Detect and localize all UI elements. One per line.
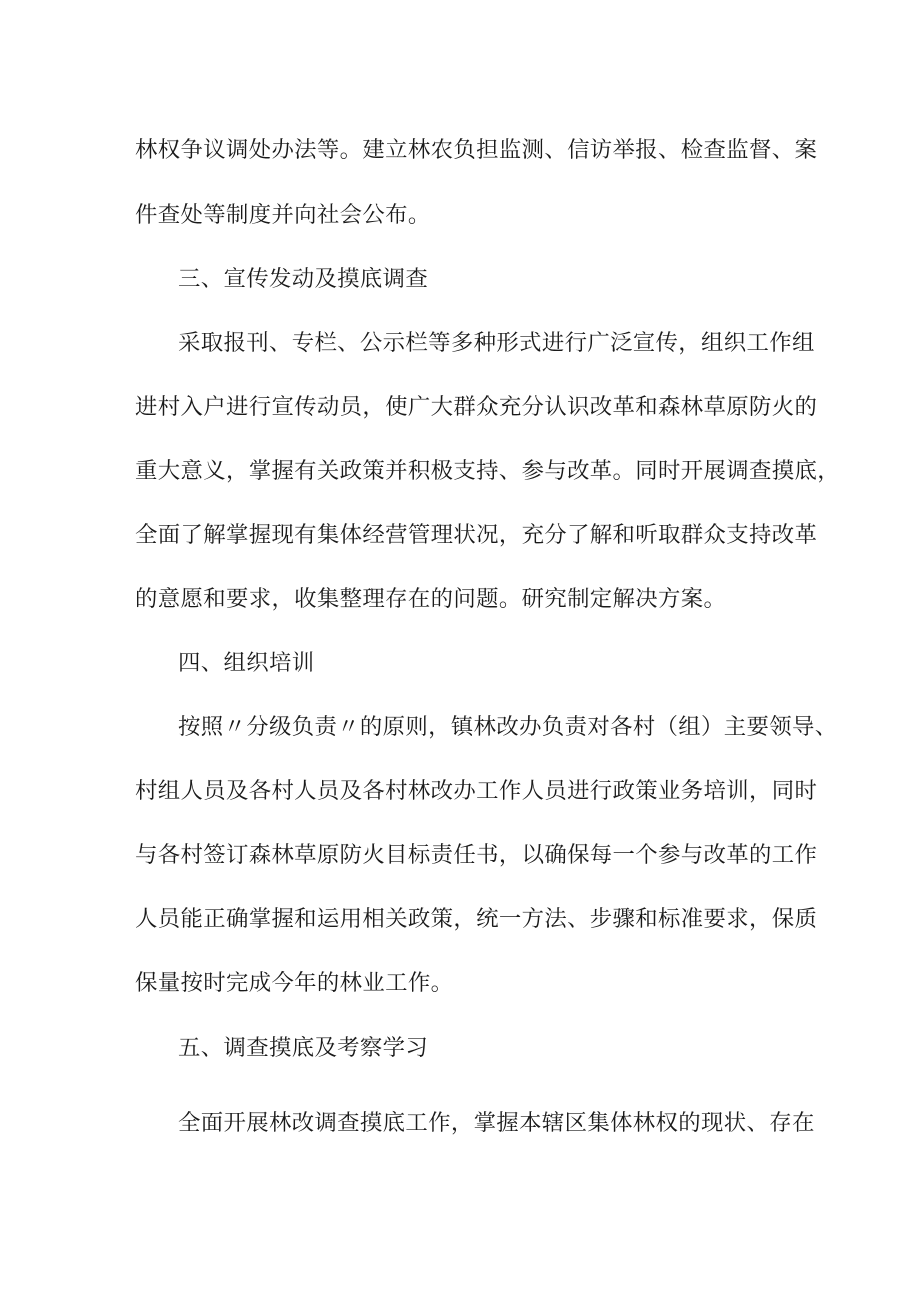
paragraph-line: 按照〃分级负责〃的原则，镇林改办负责对各村（组）主要领导、 (178, 714, 838, 740)
section-heading: 三、宣传发动及摸底调查 (178, 266, 429, 292)
paragraph-line: 与各村签订森林草原防火目标责任书，以确保每一个参与改革的工作 (135, 842, 818, 868)
paragraph-line: 件查处等制度并向社会公布。 (135, 202, 431, 228)
paragraph-line: 采取报刊、专栏、公示栏等多种形式进行广泛宣传，组织工作组 (178, 330, 815, 356)
section-heading: 四、组织培训 (178, 650, 315, 676)
paragraph-line: 林权争议调处办法等。建立林农负担监测、信访举报、检查监督、案 (135, 137, 818, 163)
paragraph-line: 人员能正确掌握和运用相关政策，统一方法、步骤和标准要求，保质 (135, 906, 818, 932)
paragraph-line: 村组人员及各村人员及各村林改办工作人员进行政策业务培训，同时 (135, 778, 818, 804)
paragraph-line: 进村入户进行宣传动员，使广大群众充分认识改革和森林草原防火的 (135, 394, 818, 420)
paragraph-line: 保量按时完成今年的林业工作。 (135, 970, 454, 996)
paragraph-line: 全面了解掌握现有集体经营管理状况，充分了解和听取群众支持改革 (135, 522, 818, 548)
paragraph-line: 重大意义，掌握有关政策并积极支持、参与改革。同时开展调查摸底， (135, 458, 840, 484)
paragraph-line: 全面开展林改调查摸底工作，掌握本辖区集体林权的现状、存在 (178, 1110, 815, 1136)
paragraph-line: 的意愿和要求，收集整理存在的问题。研究制定解决方案。 (135, 586, 727, 612)
section-heading: 五、调查摸底及考察学习 (178, 1035, 429, 1061)
